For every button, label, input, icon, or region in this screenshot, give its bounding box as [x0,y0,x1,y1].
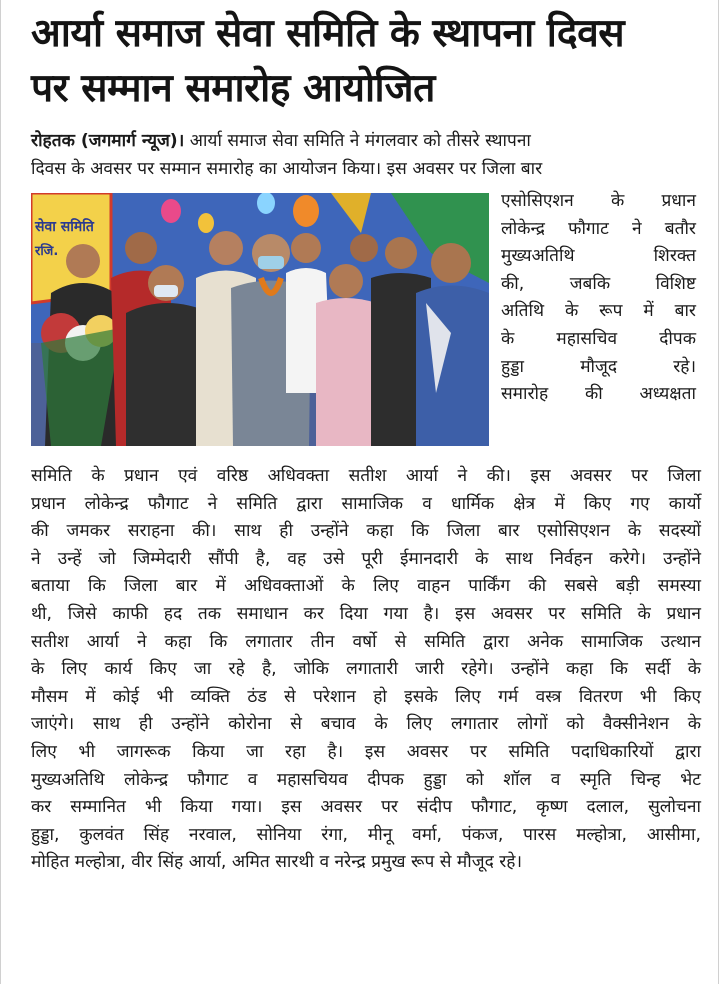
body-line: लिए भी जागरूक किया जा रहा है। इस अवसर पर समिति पदाधिकारियों द्वारा [31,741,701,762]
headline-line-1: आर्या समाज सेवा समिति के स्थापना दिवस [31,11,625,56]
body-line: एसोसिएशन के प्रधान [501,191,696,211]
body-line: मौसम में कोई भी व्यक्ति ठंड से परेशान हो इसके लिए गर्म वस्त्र वितरण भी किए [31,686,701,707]
main-paragraph [31,463,701,877]
event-photo-illustration [31,193,489,446]
headline [31,6,701,116]
body-line [31,128,701,156]
intro-paragraph [31,128,701,183]
body-line: ने उन्हें जो जिम्मेदारी सौंपी है, वह उसे पूरी ईमानदारी के साथ निर्वहन करेगे। उन्होंने [31,548,701,569]
body-line: की जमकर सराहना की। साथ ही उन्होंने कहा कि जिला बार एसोसिएशन के सदस्यों [31,521,701,542]
body-line: कर सम्मानित भी किया गया। इस अवसर पर संदीप फौगाट, कृष्ण दलाल, सुलोचना [31,797,701,818]
body-line: समारोह की अध्यक्षता [501,384,696,405]
body-line: मोहित मल्होत्रा, वीर सिंह आर्या, अमित सारथी व नरेन्द्र प्रमुख रूप से मौजूद रहे। [31,852,523,873]
banner-text-1: सेवा समिति [35,219,94,235]
body-line: सतीश आर्या ने कहा कि लगातार तीन वर्षो से समिति द्वारा अनेक सामाजिक उत्थान [31,631,701,652]
body-line: अतिथि के रूप में बार [501,301,696,322]
body-line-text: आर्या समाज सेवा समिति ने मंगलवार को तीसरे स्थापना [184,131,531,151]
body-line: लोकेन्द्र फौगाट ने बतौर [501,218,696,239]
body-line: मुख्यअतिथि शिरक्त [501,246,696,267]
body-line: मुख्यअतिथि लोकेन्द्र फौगाट व महासचियव दीपक हुड्डा को शॉल व स्मृति चिन्ह भेट [31,769,701,790]
event-photo [31,193,489,446]
body-line: समिति के प्रधान एवं वरिष्ठ अधिवक्ता सतीश आर्या ने की। इस अवसर पर जिला [31,466,701,486]
body-line: हुड्डा, कुलवंत सिंह नरवाल, सोनिया रंगा, मीनू वर्मा, पंकज, पारस मल्होत्रा, आसीमा, [31,824,701,845]
body-line: जाएंगे। साथ ही उन्होंने कोरोना से बचाव के लिए लगातार लोगों को वैक्सीनेशन के [31,714,701,735]
banner-text-2: रजि. [35,244,59,259]
headline-line-2: पर सम्मान समारोह आयोजित [31,66,435,111]
body-line: बताया कि जिला बार में अधिवक्ताओं के लिए वाहन पार्किंग की सबसे बड़ी समस्या [31,576,701,597]
body-line: थी, जिसे काफी हद तक समाधान कर दिया गया है। इस अवसर पर समिति के प्रधान [31,603,701,624]
body-line: प्रधान लोकेन्द्र फौगाट ने समिति द्वारा सामाजिक व धार्मिक क्षेत्र में किए गए कार्यो [31,493,701,514]
dateline: रोहतक (जगमार्ग न्यूज)। [31,131,185,151]
body-line: दिवस के अवसर पर सम्मान समारोह का आयोजन किया। इस अवसर पर जिला बार [31,158,543,179]
body-line: के महासचिव दीपक [501,328,696,349]
body-line: हुड्डा मौजूद रहे। [501,356,696,377]
body-line: की, जबकि विशिष्ट [501,273,696,294]
side-column [501,188,696,409]
body-line: के लिए कार्य किए जा रहे है, जोकि लगातारी जारी रहेगे। उन्होंने कहा कि सर्दी के [31,659,701,680]
